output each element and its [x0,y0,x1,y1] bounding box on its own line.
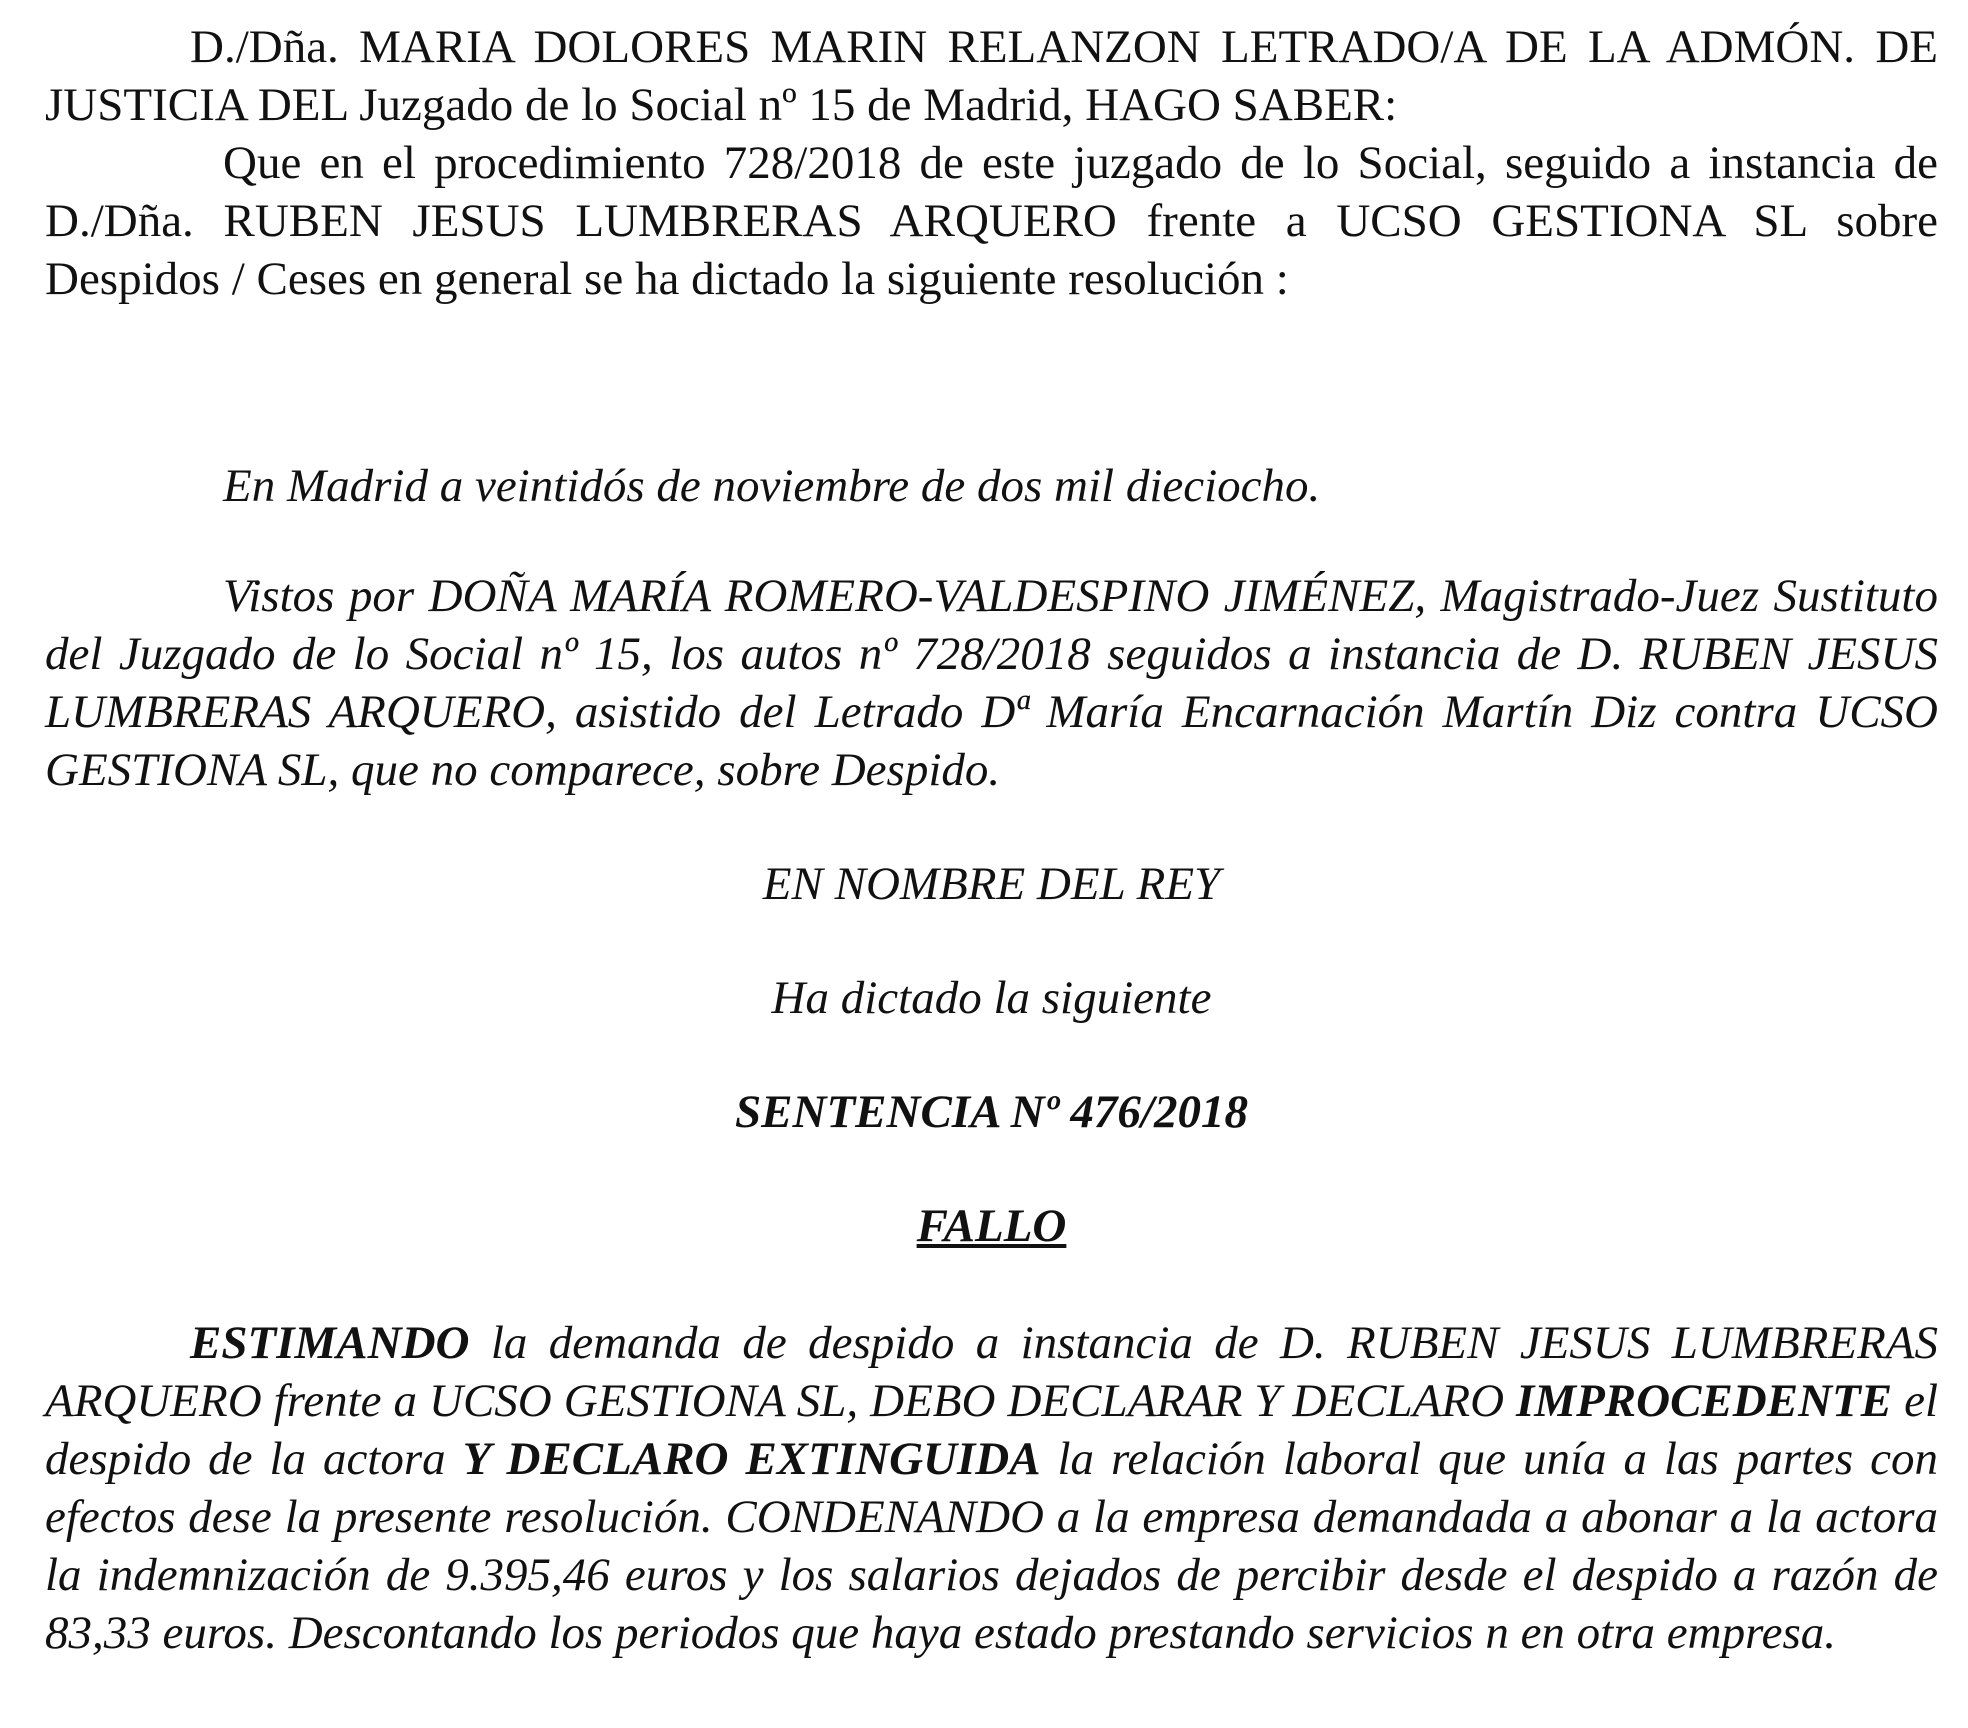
fallo-text-part3: la relación laboral que unía a las partes con efectos dese la presente resolución. CONDENANDO a la empresa demandada a abonar a la actora la indemnización de 9.395,46 euros y los salarios dejados de percibir desde el despido a razón de 83,33 euros. Descontando los periodos que haya estado prestando servicios n en otra empresa. [45,1433,1939,1659]
vistos-paragraph: Vistos por DOÑA MARÍA ROMERO-VALDESPINO JIMÉNEZ, Magistrado-Juez Sustituto del Juzgado de lo Social nº 15, los autos nº 728/2018 seguidos a instancia de D. RUBEN JESUS LUMBRERAS ARQUERO, asistido del Letrado Dª María Encarnación Martín Diz contra UCSO GESTIONA SL, que no comparece, sobre Despido. [45,570,1938,796]
fallo-text-part2: el despido de la actora [45,1375,1938,1485]
fallo-text-part1: la demanda de despido a instancia de D. RUBEN JESUS LUMBRERAS ARQUERO frente a UCSO GESTIONA SL, DEBO DECLARAR Y DECLARO [45,1317,1938,1427]
fallo-heading: FALLO [916,1200,1067,1252]
en-nombre-del-rey: EN NOMBRE DEL REY [762,858,1221,910]
date-paragraph: En Madrid a veintidós de noviembre de dos mil dieciocho. [223,460,1321,512]
declaro-extinguida-text: Y DECLARO EXTINGUIDA [462,1433,1041,1485]
header-paragraph: D./Dña. MARIA DOLORES MARIN RELANZON LETRADO/A DE LA ADMÓN. DE JUSTICIA DEL Juzgado de lo Social nº 15 de Madrid, HAGO SABER: [45,21,1938,131]
improcedente-text: IMPROCEDENTE [1516,1375,1893,1427]
sentencia-title: SENTENCIA Nº 476/2018 [735,1086,1248,1138]
estimando-text: ESTIMANDO [190,1317,470,1369]
procedure-paragraph: Que en el procedimiento 728/2018 de este juzgado de lo Social, seguido a instancia de D./Dña. RUBEN JESUS LUMBRERAS ARQUERO frente a UCSO GESTIONA SL sobre Despidos / Ceses en general se ha dictado la siguiente resolución : [45,137,1938,305]
ha-dictado-line: Ha dictado la siguiente [771,972,1212,1024]
fallo-paragraph [45,1314,1938,1662]
document-page [45,18,1938,1662]
